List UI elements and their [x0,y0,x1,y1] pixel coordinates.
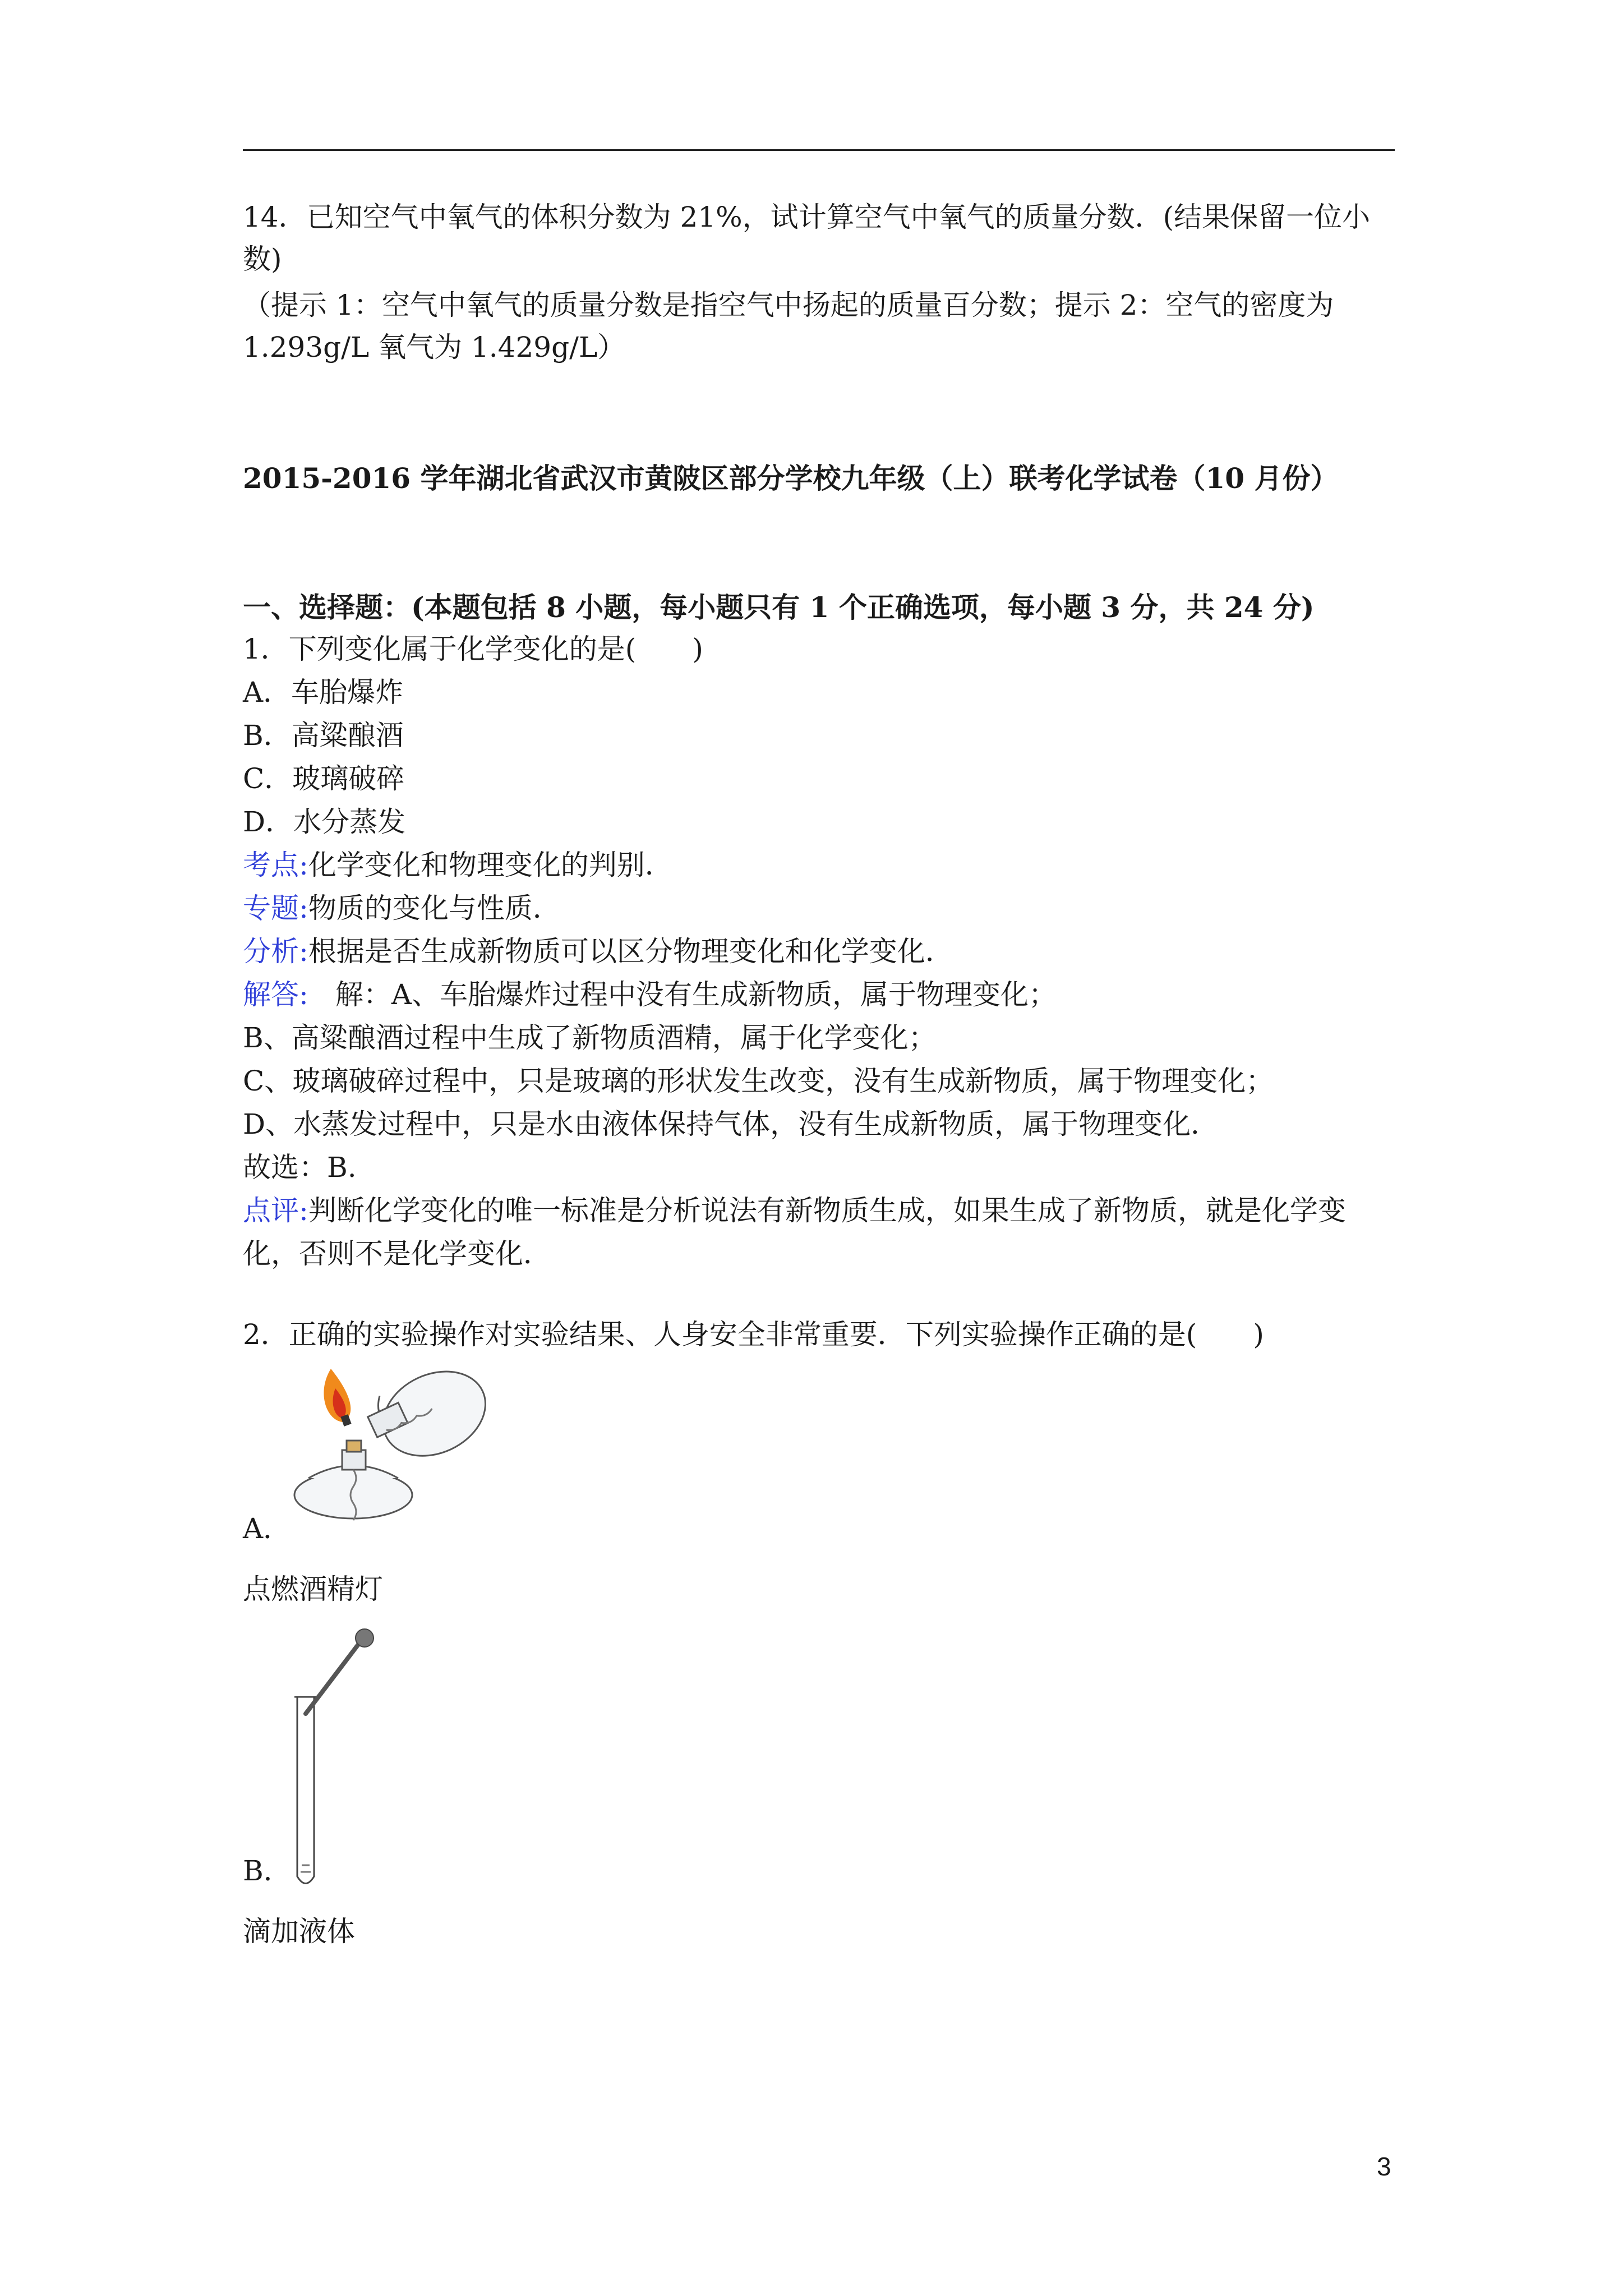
q14-line-2: 数) [243,243,282,275]
q1-option-c: C．玻璃破碎 [243,762,405,795]
jieda-line-4: D、水蒸发过程中，只是水由液体保持气体，没有生成新物质，属于物理变化． [243,1108,1219,1140]
fenxi-label: 分析: [243,935,308,968]
section-heading: 一、选择题：(本题包括 8 小题，每小题只有 1 个正确选项，每小题 3 分，共 24 分) [243,591,1315,624]
test-tube-figure [286,1630,387,1893]
test-tube-icon [294,1697,317,1884]
q1-fenxi-row [243,932,953,971]
q2-option-a-caption: 点燃酒精灯 [243,1573,383,1605]
flame-icon [324,1369,351,1427]
zhuanti-text: 物质的变化与性质． [308,892,561,924]
q1-zhuanti-row [243,889,561,928]
q1-jieda-row [243,975,1057,1014]
upper-lamp-icon [362,1356,499,1476]
q2-option-b-letter: B． [243,1855,292,1887]
q1-dianping-row [243,1191,1346,1230]
fenxi-text: 根据是否生成新物质可以区分物理变化和化学变化． [308,935,953,968]
page-number: 3 [1377,2152,1391,2181]
jieda-line-1: 解：A、车胎爆炸过程中没有生成新物质，属于物理变化； [335,978,1057,1011]
dropper-icon [306,1629,374,1714]
jieda-label: 解答: [243,978,308,1011]
q14-hint-line-2: 1.293g/L 氧气为 1.429g/L） [243,331,626,364]
jieda-line-5: 故选：B. [243,1151,357,1184]
kaodian-text: 化学变化和物理变化的判别． [308,849,673,881]
dianping-label: 点评: [243,1194,308,1227]
q2-option-b-caption: 滴加液体 [243,1915,355,1948]
alcohol-lamp-figure [286,1358,499,1526]
dianping-line-2: 化，否则不是化学变化． [243,1237,551,1270]
bottom-lamp-icon [294,1441,412,1520]
q14-line-1: 14．已知空气中氧气的体积分数为 21%，试计算空气中氧气的质量分数．(结果保留一位小 [243,201,1371,233]
q1-option-b: B．高粱酿酒 [243,719,404,752]
kaodian-label: 考点: [243,849,308,881]
dianping-line-1: 判断化学变化的唯一标准是分析说法有新物质生成，如果生成了新物质，就是化学变 [308,1194,1346,1227]
q1-option-d: D．水分蒸发 [243,806,406,838]
q2-option-a-letter: A． [243,1512,292,1545]
q14-hint-line-1: （提示 1：空气中氧气的质量分数是指空气中扬起的质量百分数；提示 2：空气的密度为 [243,289,1334,321]
jieda-line-2: B、高粱酿酒过程中生成了新物质酒精，属于化学变化； [243,1022,937,1054]
exam-title: 2015-2016 学年湖北省武汉市黄陂区部分学校九年级（上）联考化学试卷（10 月份） [243,462,1339,495]
header-rule [243,149,1395,151]
q1-option-a: A．车胎爆炸 [243,676,404,708]
q1-stem: 1．下列变化属于化学变化的是( ) [243,633,703,665]
jieda-line-3: C、玻璃破碎过程中，只是玻璃的形状发生改变，没有生成新物质，属于物理变化； [243,1065,1274,1097]
zhuanti-label: 专题: [243,892,308,924]
q1-kaodian-row [243,845,673,885]
q2-stem: 2．正确的实验操作对实验结果、人身安全非常重要．下列实验操作正确的是( ) [243,1318,1264,1351]
